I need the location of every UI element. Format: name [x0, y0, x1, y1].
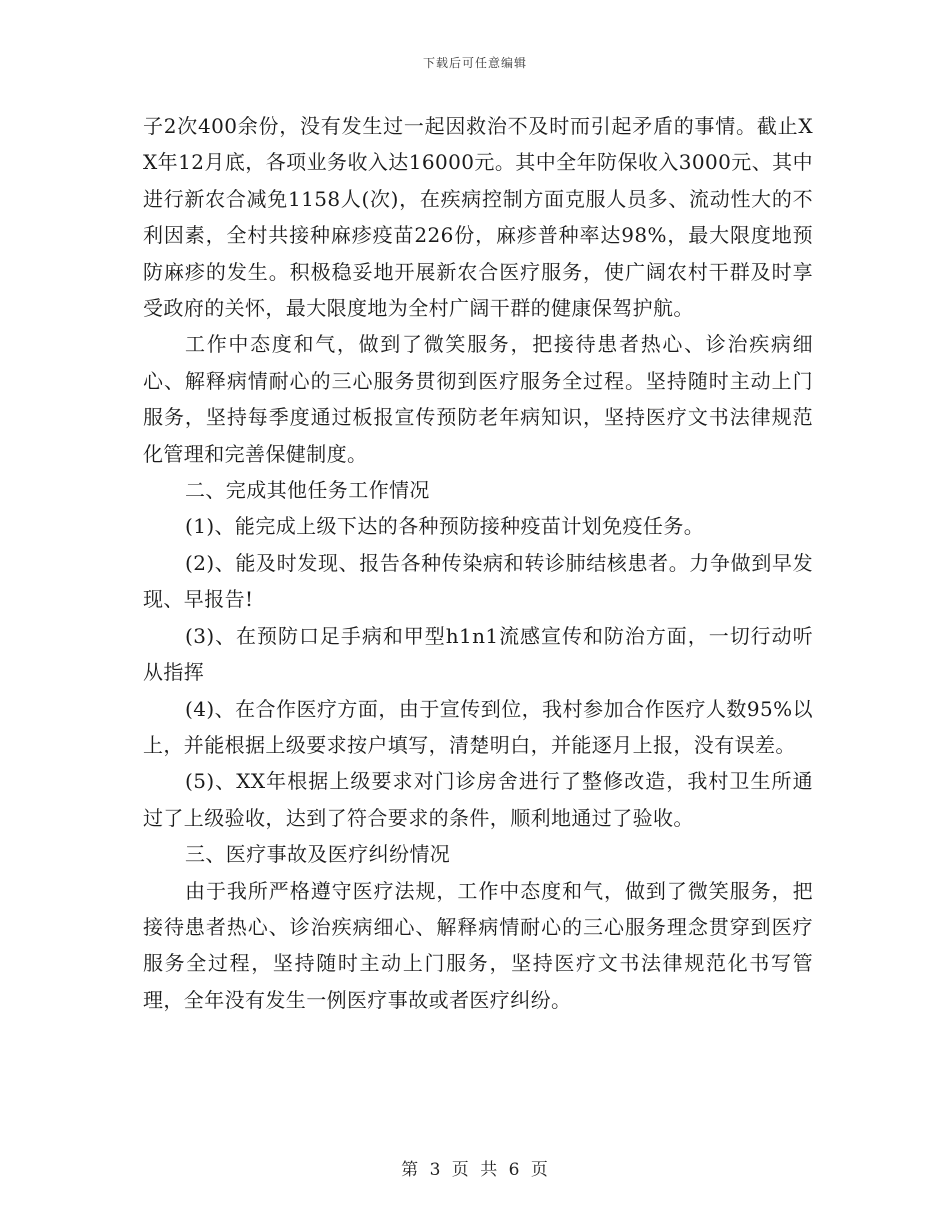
list-item-4: (4)、在合作医疗方面，由于宣传到位，我村参加合作医疗人数95%以上，并能根据上级要求按户填写，清楚明白，并能逐月上报，没有误差。 [143, 696, 813, 757]
page-number: 第 3 页 共 6 页 [401, 1160, 549, 1180]
document-body [143, 108, 813, 1018]
list-item-3: (3)、在预防口足手病和甲型h1n1流感宣传和防治方面，一切行动听从指挥 [143, 623, 813, 685]
paragraph-service-attitude: 工作中态度和气，做到了微笑服务，把接待患者热心、诊治疾病细心、解释病情耐心的三心服务贯彻到医疗服务全过程。坚持随时主动上门服务，坚持每季度通过板报宣传预防老年病知识，坚持医疗文书法律规范化管理和完善保健制度。 [143, 332, 813, 466]
list-item-2: (2)、能及时发现、报告各种传染病和转诊肺结核患者。力争做到早发现、早报告! [143, 550, 813, 612]
list-item-5: (5)、XX年根据上级要求对门诊房舍进行了整修改造，我村卫生所通过了上级验收，达到了符合要求的条件，顺利地通过了验收。 [143, 769, 813, 830]
section-heading-other-tasks: 二、完成其他任务工作情况 [185, 478, 430, 503]
section-heading-medical-incidents: 三、医疗事故及医疗纠纷情况 [185, 842, 451, 867]
list-item-1: (1)、能完成上级下达的各种预防接种疫苗计划免疫任务。 [185, 514, 705, 539]
paragraph-medical-incidents: 由于我所严格遵守医疗法规，工作中态度和气，做到了微笑服务，把接待患者热心、诊治疾病细心、解释病情耐心的三心服务理念贯穿到医疗服务全过程，坚持随时主动上门服务，坚持医疗文书法律规范化书写管理，全年没有发生一例医疗事故或者医疗纠纷。 [143, 878, 813, 1012]
header-note: 下载后可任意编辑 [422, 56, 527, 70]
paragraph-continuation: 子2次400余份，没有发生过一起因救治不及时而引起矛盾的事情。截止XX年12月底，各项业务收入达16000元。其中全年防保收入3000元、其中进行新农合减免1158人(次)，在疾病控制方面克服人员多、流动性大的不利因素，全村共接种麻疹疫苗226份，麻疹普种率达98%，最大限度地预防麻疹的发生。积极稳妥地开展新农合医疗服务，使广阔农村干群及时享受政府的关怀，最大限度地为全村广阔干群的健康保驾护航。 [143, 114, 813, 321]
